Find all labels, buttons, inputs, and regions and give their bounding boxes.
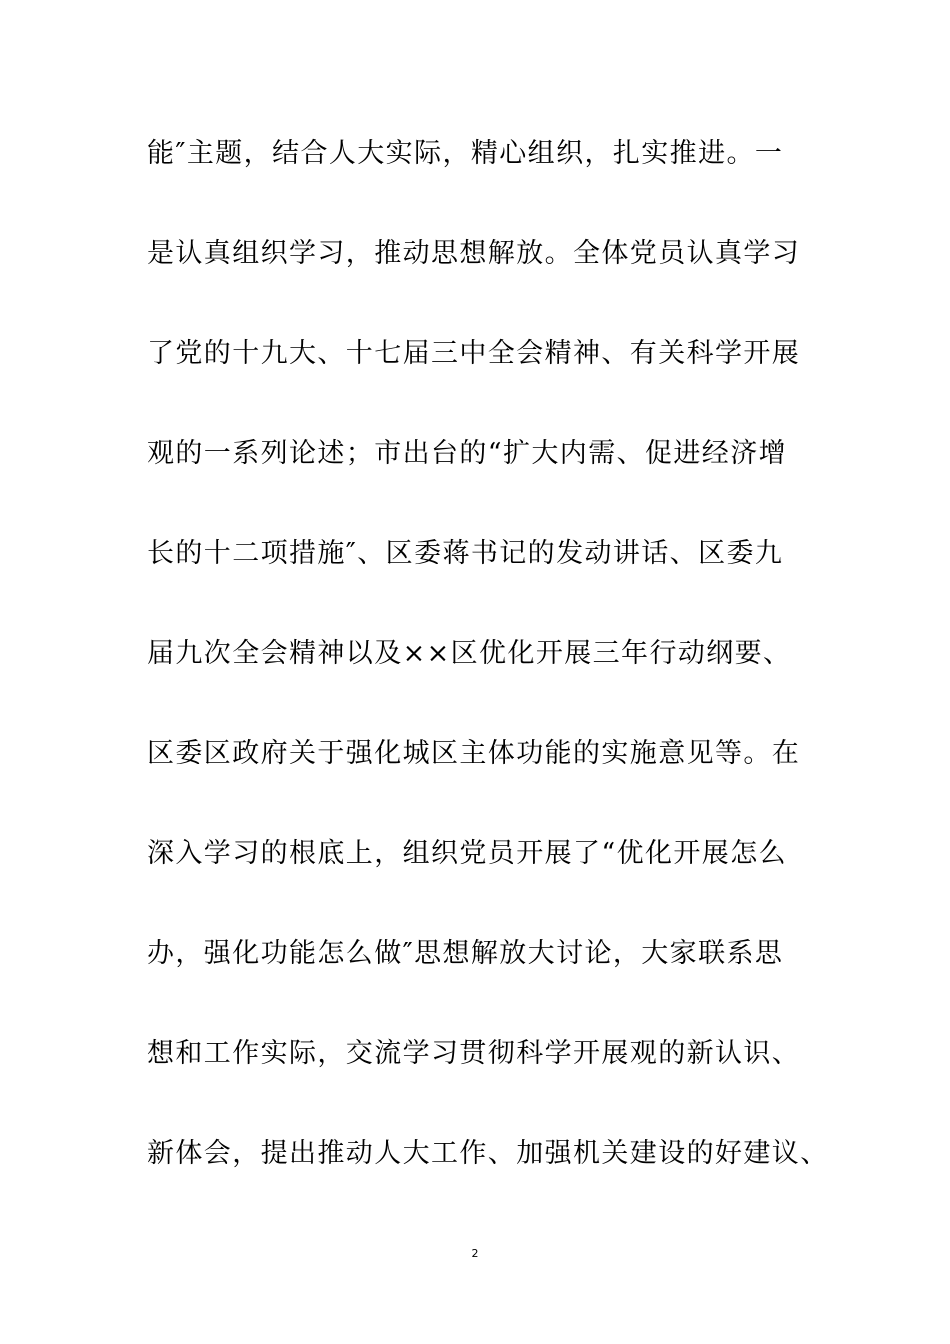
text-line-11: 新体会，提出推动人大工作、加强机关建设的好建议、 xyxy=(147,1138,829,1169)
text-line-2: 是认真组织学习，推动思想解放。全体党员认真学习 xyxy=(147,238,801,269)
body-text xyxy=(147,126,827,1226)
text-line-5: 长的十二项措施″、区委蒋书记的发动讲话、区委九 xyxy=(147,538,784,569)
text-line-8: 深入学习的根底上，组织党员开展了“优化开展怎么 xyxy=(147,838,788,869)
text-line-10: 想和工作实际，交流学习贯彻科学开展观的新认识、 xyxy=(147,1038,801,1069)
page-number: 2 xyxy=(471,1247,479,1260)
text-line-6: 届九次全会精神以及××区优化开展三年行动纲要、 xyxy=(147,638,792,669)
text-line-7: 区委区政府关于强化城区主体功能的实施意见等。在 xyxy=(147,738,801,769)
text-line-9: 办，强化功能怎么做″思想解放大讨论，大家联系思 xyxy=(147,938,784,969)
text-line-3: 了党的十九大、十七届三中全会精神、有关科学开展 xyxy=(147,338,801,369)
text-line-4: 观的一系列论述；市出台的“扩大内需、促进经济增 xyxy=(147,438,788,469)
text-line-1: 能″主题，结合人大实际，精心组织，扎实推进。一 xyxy=(147,138,784,169)
